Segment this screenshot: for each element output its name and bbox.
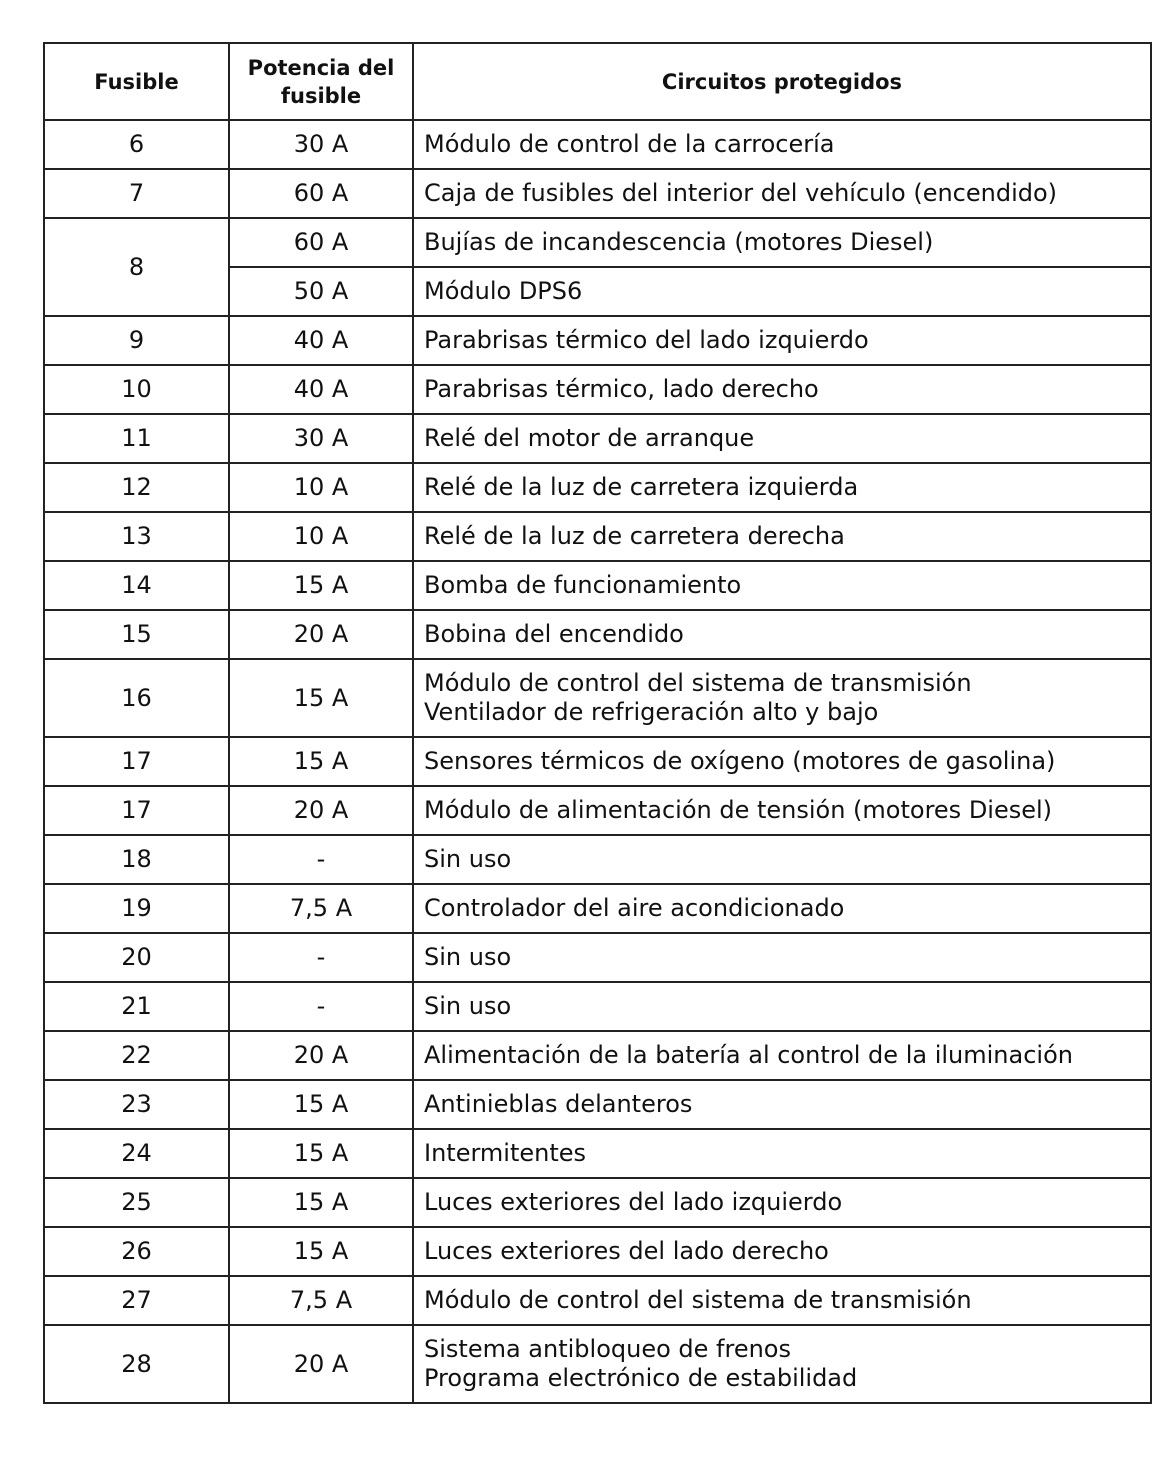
- table-row: [44, 835, 1151, 884]
- circuit-line: Luces exteriores del lado izquierdo: [424, 1188, 843, 1216]
- cell-fusible: 19: [44, 884, 229, 933]
- table-row: [44, 1325, 1151, 1403]
- circuit-line: Sin uso: [424, 992, 512, 1020]
- cell-potencia: 7,5 A: [229, 884, 413, 933]
- table-row: [44, 610, 1151, 659]
- circuit-line: Ventilador de refrigeración alto y bajo: [424, 698, 879, 726]
- cell-fusible: 16: [44, 659, 229, 737]
- cell-circuitos: [413, 463, 1151, 512]
- cell-fusible: 25: [44, 1178, 229, 1227]
- header-row: [44, 43, 1151, 120]
- circuit-line: Antinieblas delanteros: [424, 1090, 693, 1118]
- cell-fusible: 15: [44, 610, 229, 659]
- cell-circuitos: [413, 414, 1151, 463]
- cell-circuitos: [413, 1325, 1151, 1403]
- table-row: [44, 1031, 1151, 1080]
- cell-fusible: 27: [44, 1276, 229, 1325]
- table-row: [44, 169, 1151, 218]
- table-row: [44, 561, 1151, 610]
- cell-circuitos: [413, 786, 1151, 835]
- circuit-line: Relé de la luz de carretera derecha: [424, 522, 845, 550]
- header-potencia: Potencia del fusible: [229, 43, 413, 120]
- cell-circuitos: [413, 884, 1151, 933]
- cell-potencia: 15 A: [229, 1129, 413, 1178]
- circuit-line: Programa electrónico de estabilidad: [424, 1364, 858, 1392]
- cell-fusible: 9: [44, 316, 229, 365]
- cell-circuitos: [413, 1276, 1151, 1325]
- cell-potencia: 20 A: [229, 610, 413, 659]
- cell-potencia: 15 A: [229, 1178, 413, 1227]
- cell-circuitos: [413, 1227, 1151, 1276]
- cell-fusible: 18: [44, 835, 229, 884]
- table-row: [44, 1129, 1151, 1178]
- cell-circuitos: [413, 659, 1151, 737]
- circuit-line: Relé del motor de arranque: [424, 424, 755, 452]
- cell-potencia: 30 A: [229, 414, 413, 463]
- cell-circuitos: [413, 267, 1151, 316]
- cell-circuitos: [413, 316, 1151, 365]
- table-row: [44, 1080, 1151, 1129]
- circuit-line: Controlador del aire acondicionado: [424, 894, 845, 922]
- cell-potencia: 40 A: [229, 316, 413, 365]
- cell-circuitos: [413, 933, 1151, 982]
- circuit-line: Intermitentes: [424, 1139, 587, 1167]
- cell-potencia: 20 A: [229, 1031, 413, 1080]
- cell-potencia: 15 A: [229, 561, 413, 610]
- table-row: [44, 365, 1151, 414]
- cell-circuitos: [413, 561, 1151, 610]
- table-row: [44, 1178, 1151, 1227]
- circuit-line: Alimentación de la batería al control de la iluminación: [424, 1041, 1073, 1069]
- cell-circuitos: [413, 1129, 1151, 1178]
- cell-fusible: 14: [44, 561, 229, 610]
- table-row: [44, 1276, 1151, 1325]
- fuse-table: [43, 42, 1152, 1404]
- circuit-line: Sin uso: [424, 943, 512, 971]
- cell-fusible: 17: [44, 786, 229, 835]
- cell-fusible: 23: [44, 1080, 229, 1129]
- cell-circuitos: [413, 1031, 1151, 1080]
- table-row: [44, 120, 1151, 169]
- cell-potencia: 60 A: [229, 218, 413, 267]
- cell-potencia: -: [229, 982, 413, 1031]
- cell-circuitos: [413, 982, 1151, 1031]
- table-row: [44, 884, 1151, 933]
- cell-fusible: 20: [44, 933, 229, 982]
- cell-potencia: 20 A: [229, 786, 413, 835]
- circuit-line: Sin uso: [424, 845, 512, 873]
- table-body: [44, 120, 1151, 1403]
- table-row: [44, 463, 1151, 512]
- circuit-line: Bobina del encendido: [424, 620, 684, 648]
- cell-circuitos: [413, 169, 1151, 218]
- cell-circuitos: [413, 218, 1151, 267]
- cell-fusible: 10: [44, 365, 229, 414]
- cell-circuitos: [413, 1080, 1151, 1129]
- cell-fusible: 24: [44, 1129, 229, 1178]
- circuit-line: Módulo DPS6: [424, 277, 583, 305]
- cell-fusible: 6: [44, 120, 229, 169]
- cell-fusible: 11: [44, 414, 229, 463]
- cell-potencia: 60 A: [229, 169, 413, 218]
- cell-fusible: 17: [44, 737, 229, 786]
- cell-potencia: 50 A: [229, 267, 413, 316]
- cell-potencia: -: [229, 835, 413, 884]
- circuit-line: Parabrisas térmico del lado izquierdo: [424, 326, 869, 354]
- header-circuitos: Circuitos protegidos: [413, 43, 1151, 120]
- cell-fusible: 12: [44, 463, 229, 512]
- cell-fusible: 7: [44, 169, 229, 218]
- cell-potencia: 15 A: [229, 1227, 413, 1276]
- cell-circuitos: [413, 737, 1151, 786]
- circuit-line: Módulo de control del sistema de transmisión: [424, 1286, 972, 1314]
- table-row: [44, 414, 1151, 463]
- circuit-line: Parabrisas térmico, lado derecho: [424, 375, 819, 403]
- cell-potencia: -: [229, 933, 413, 982]
- cell-potencia: 20 A: [229, 1325, 413, 1403]
- table-row: [44, 316, 1151, 365]
- cell-circuitos: [413, 835, 1151, 884]
- circuit-line: Módulo de control de la carrocería: [424, 130, 835, 158]
- table-row: [44, 982, 1151, 1031]
- cell-circuitos: [413, 120, 1151, 169]
- circuit-line: Sensores térmicos de oxígeno (motores de gasolina): [424, 747, 1056, 775]
- table-row: [44, 737, 1151, 786]
- table-row: [44, 933, 1151, 982]
- circuit-line: Bomba de funcionamiento: [424, 571, 742, 599]
- circuit-line: Sistema antibloqueo de frenos: [424, 1335, 791, 1363]
- table-row: [44, 659, 1151, 737]
- cell-potencia: 15 A: [229, 659, 413, 737]
- cell-potencia: 15 A: [229, 737, 413, 786]
- table-row: [44, 218, 1151, 267]
- cell-circuitos: [413, 610, 1151, 659]
- cell-fusible: 22: [44, 1031, 229, 1080]
- cell-fusible: 13: [44, 512, 229, 561]
- table-row: [44, 1227, 1151, 1276]
- circuit-line: Caja de fusibles del interior del vehículo (encendido): [424, 179, 1058, 207]
- cell-fusible: 21: [44, 982, 229, 1031]
- cell-circuitos: [413, 512, 1151, 561]
- cell-potencia: 10 A: [229, 463, 413, 512]
- cell-fusible: 28: [44, 1325, 229, 1403]
- cell-circuitos: [413, 365, 1151, 414]
- cell-circuitos: [413, 1178, 1151, 1227]
- cell-fusible: 8: [44, 218, 229, 316]
- circuit-line: Relé de la luz de carretera izquierda: [424, 473, 859, 501]
- circuit-line: Bujías de incandescencia (motores Diesel): [424, 228, 934, 256]
- circuit-line: Módulo de alimentación de tensión (motores Diesel): [424, 796, 1053, 824]
- cell-potencia: 30 A: [229, 120, 413, 169]
- table-row: [44, 786, 1151, 835]
- circuit-line: Luces exteriores del lado derecho: [424, 1237, 829, 1265]
- table-row: [44, 512, 1151, 561]
- cell-fusible: 26: [44, 1227, 229, 1276]
- cell-potencia: 10 A: [229, 512, 413, 561]
- cell-potencia: 40 A: [229, 365, 413, 414]
- cell-potencia: 15 A: [229, 1080, 413, 1129]
- circuit-line: Módulo de control del sistema de transmisión: [424, 669, 972, 697]
- cell-potencia: 7,5 A: [229, 1276, 413, 1325]
- header-fusible: Fusible: [44, 43, 229, 120]
